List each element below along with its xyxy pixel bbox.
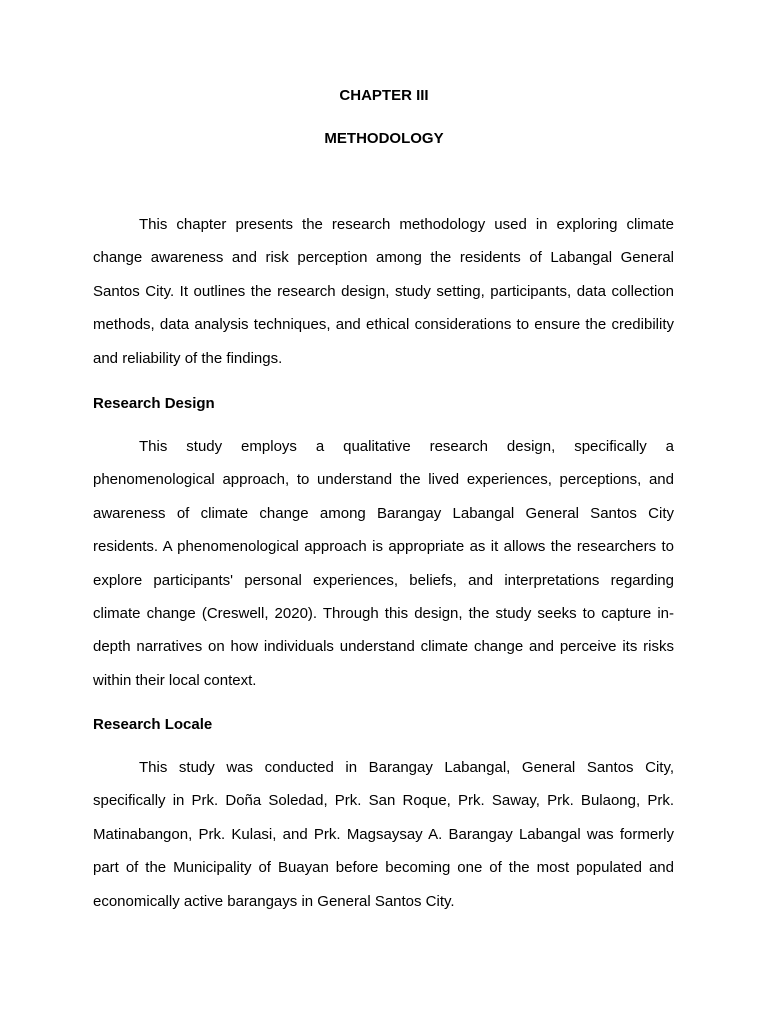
research-design-paragraph-text: This study employs a qualitative research design, specifically a phenomenological approach, to understand the lived experiences, perceptions, and awareness of climate change among Barangay Labangal General Santos City residents. A phenomenological approach is appropriate as it allows the researchers to explore participants' personal experiences, beliefs, and interpretations regarding climate change (Creswell, 2020). Through this design, the study seeks to capture in-depth narratives on how individuals understand climate change and perceive its risks within their local context. (93, 438, 674, 689)
chapter-label: CHAPTER III (339, 87, 429, 104)
intro-paragraph-text: This chapter presents the research methodology used in exploring climate change awareness and risk perception among the residents of Labangal General Santos City. It outlines the research design, study setting, participants, data collection methods, data analysis techniques, and ethical considerations to ensure the credibility and reliability of the findings. (93, 216, 674, 367)
intro-paragraph (93, 208, 674, 375)
section-heading-research-design: Research Design (93, 395, 215, 412)
research-locale-paragraph-text: This study was conducted in Barangay Labangal, General Santos City, specifically in Prk. Doña Soledad, Prk. San Roque, Prk. Saway, Prk. Bulaong, Prk. Matinabangon, Prk. Kulasi, and Prk. Magsaysay A. Barangay Labangal was formerly part of the Municipality of Buayan before becoming one of the most populated and economically active barangays in General Santos City. (93, 759, 674, 910)
section-heading-research-locale: Research Locale (93, 716, 213, 733)
research-locale-paragraph (93, 751, 674, 918)
research-design-paragraph (93, 430, 674, 697)
chapter-title: METHODOLOGY (324, 130, 444, 147)
